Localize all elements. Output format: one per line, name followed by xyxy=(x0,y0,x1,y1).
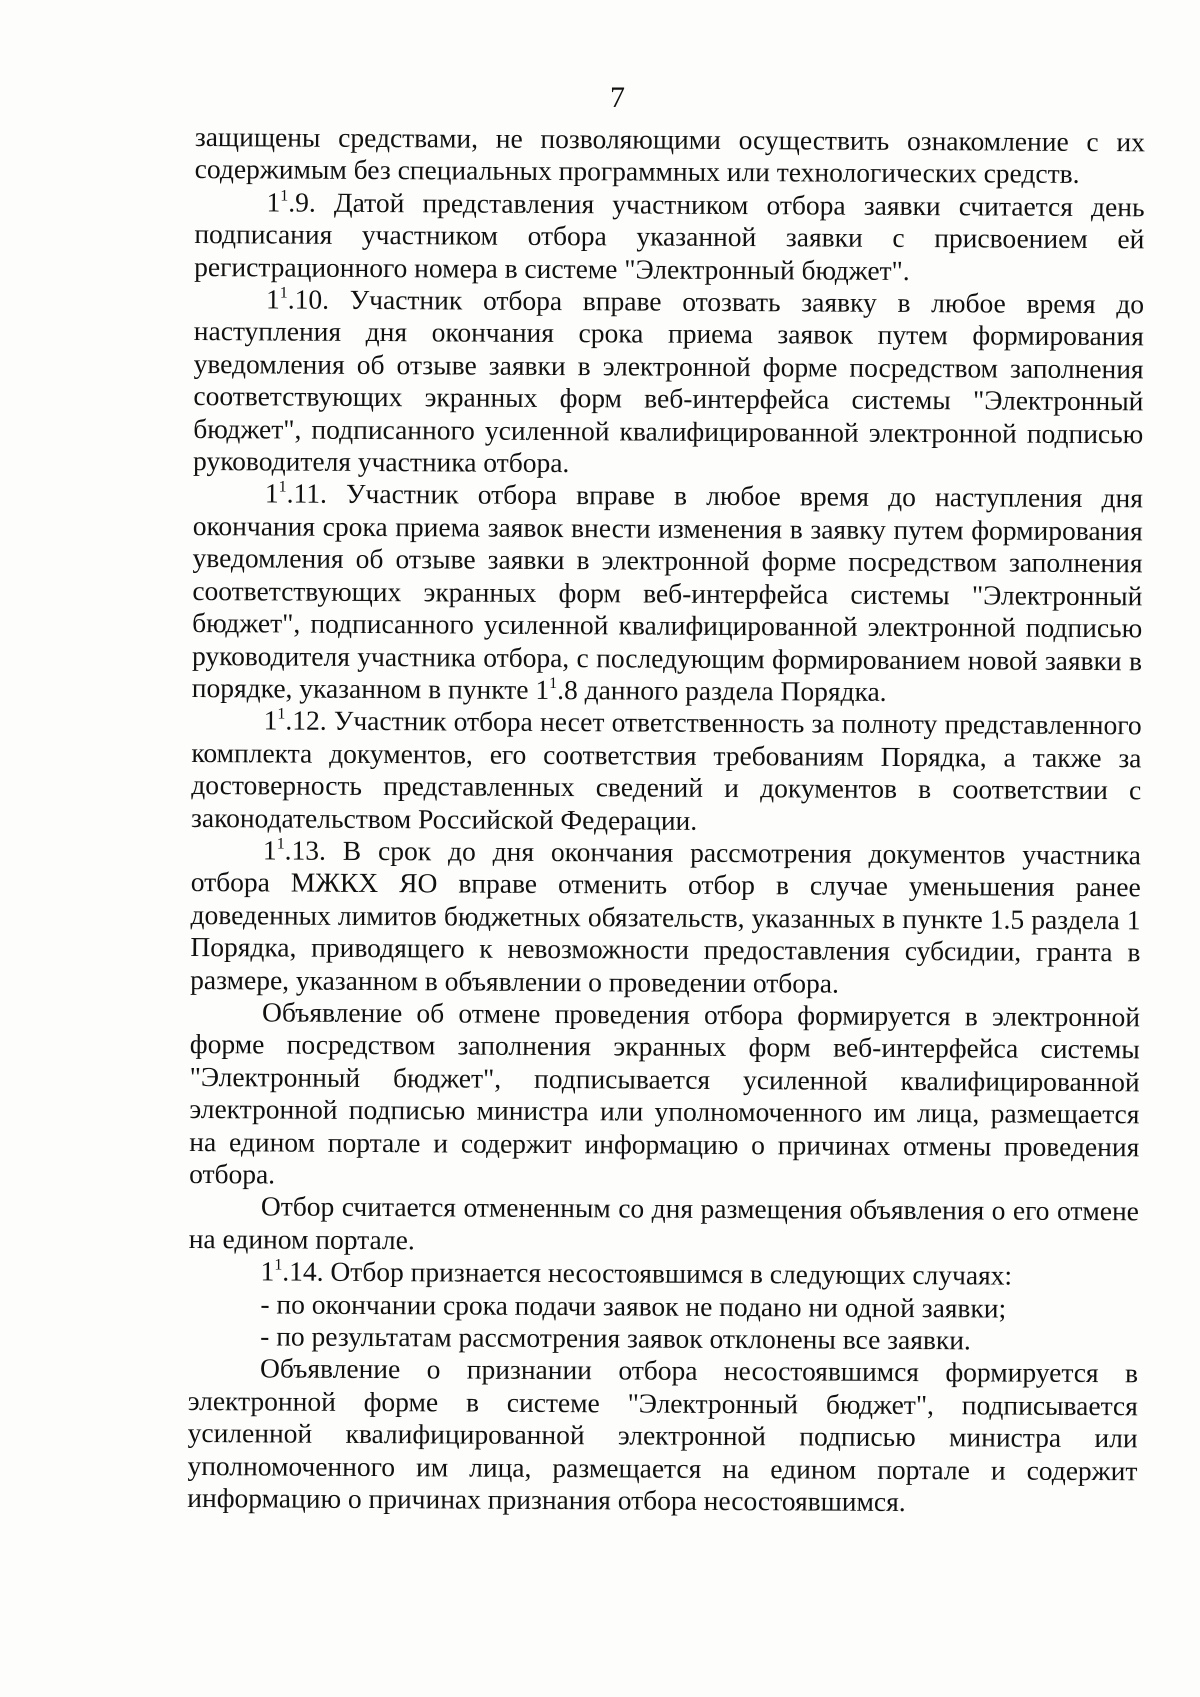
paragraph-1-1-11 xyxy=(192,477,1143,709)
paragraph-1-1-9 xyxy=(194,186,1145,289)
paragraph-number: $1^1.12$. xyxy=(263,704,327,737)
paragraph-number: $1^1.9$. xyxy=(266,186,316,218)
paragraph-number: $1^1.11$. xyxy=(264,477,327,510)
paragraph-text: Датой представления участником отбора заявки считается день подписания участником отбора указанной заявки с присвоением ей регистрационного номера в системе "Электронный бюджет". xyxy=(194,186,1145,286)
paragraph-text: защищены средствами, не позволяющими осуществить ознакомление с их содержимым без специальных программных или технологических средств. xyxy=(194,121,1145,190)
paragraph-1-1-10 xyxy=(193,283,1144,483)
paragraph-text: Участник отбора несет ответственность за полноту представленного комплекта документов, его соответствия требованиям Порядка, а также за достоверность представленных сведений и документов в соответствии с законодательством Российской Федерации. xyxy=(191,705,1142,836)
paragraph-cancel-date xyxy=(189,1190,1139,1260)
clause-reference: $1^1.8$ xyxy=(535,673,578,706)
paragraph-number: $1^1.14$. xyxy=(260,1255,324,1287)
list-item-text: - по результатам рассмотрения заявок отклонены все заявки. xyxy=(260,1320,971,1356)
paragraph-text: Участник отбора вправе отозвать заявку в любое время до наступления дня окончания срока приема заявок путем формирования уведомления об отзыве заявки в электронной форме посредством заполнения соответствующих экранных форм веб-интерфейса системы "Электронный бюджет", подписанного усиленной квалифицированной электронной подписью руководителя участника отбора. xyxy=(193,283,1145,479)
paragraph-failed-announcement xyxy=(187,1352,1138,1519)
paragraph-tail-text: данного раздела Порядка. xyxy=(584,674,887,707)
paragraph-number: $1^1.13$. xyxy=(262,834,327,866)
paragraph-text: Отбор считается отмененным со дня размещения объявления о его отмене на едином портале. xyxy=(188,1190,1140,1256)
paragraph-cancel-announcement xyxy=(189,996,1140,1196)
paragraph-1-1-14 xyxy=(188,1255,1138,1293)
list-item-case-1 xyxy=(188,1288,1138,1326)
paragraph-text: Отбор признается несостоявшимся в следующих случаях: xyxy=(330,1255,1013,1291)
list-item-case-2 xyxy=(188,1320,1138,1358)
paragraph-1-1-12 xyxy=(191,704,1142,839)
paragraph-number: $1^1.10$. xyxy=(265,283,330,315)
list-item-text: - по окончании срока подачи заявок не подано ни одной заявки; xyxy=(260,1288,1007,1324)
paragraph-text: Объявление об отмене проведения отбора формируется в электронной форме посредством заполнения экранных форм веб-интерфейса системы "Электронный бюджет", подписывается усиленной квалифицированной электронной подписью министра или уполномоченного им лица, размещается на едином портале и содержит информацию о причинах отмены проведения отбора. xyxy=(189,996,1141,1190)
paragraph-continuation xyxy=(195,121,1145,191)
paragraph-text: Объявление о признании отбора несостоявшимся формируется в электронной форме в системе "Электронный бюджет", подписывается усиленной квалифицированной электронной подписью министра или уполномоченного им лица, размещается на едином портале и содержит информацию о причинах признания отбора несостоявшимся. xyxy=(187,1352,1139,1518)
page-number: 7 xyxy=(610,81,625,114)
paragraph-text: В срок до дня окончания рассмотрения документов участника отбора МЖКХ ЯО вправе отменить отбор в случае уменьшения ранее доведенных лимитов бюджетных обязательств, указанных в пункте 1.5 раздела 1 Порядка, приводящего к невозможности предоставления субсидии, гранта в размере, указанном в объявлении о проведении отбора. xyxy=(190,834,1142,999)
document-body xyxy=(187,121,1145,1520)
paragraph-text: Участник отбора вправе в любое время до наступления дня окончания срока приема заявок внести изменения в заявку путем формирования уведомления об отзыве заявки в электронной форме посредством заполнения соответствующих экранных форм веб-интерфейса системы "Электронный бюджет", подписанного усиленной квалифицированной электронной подписью руководителя участника отбора, с последующим формированием новой заявки в порядке, указанном в пункте xyxy=(191,478,1144,705)
paragraph-1-1-13 xyxy=(190,834,1141,1001)
